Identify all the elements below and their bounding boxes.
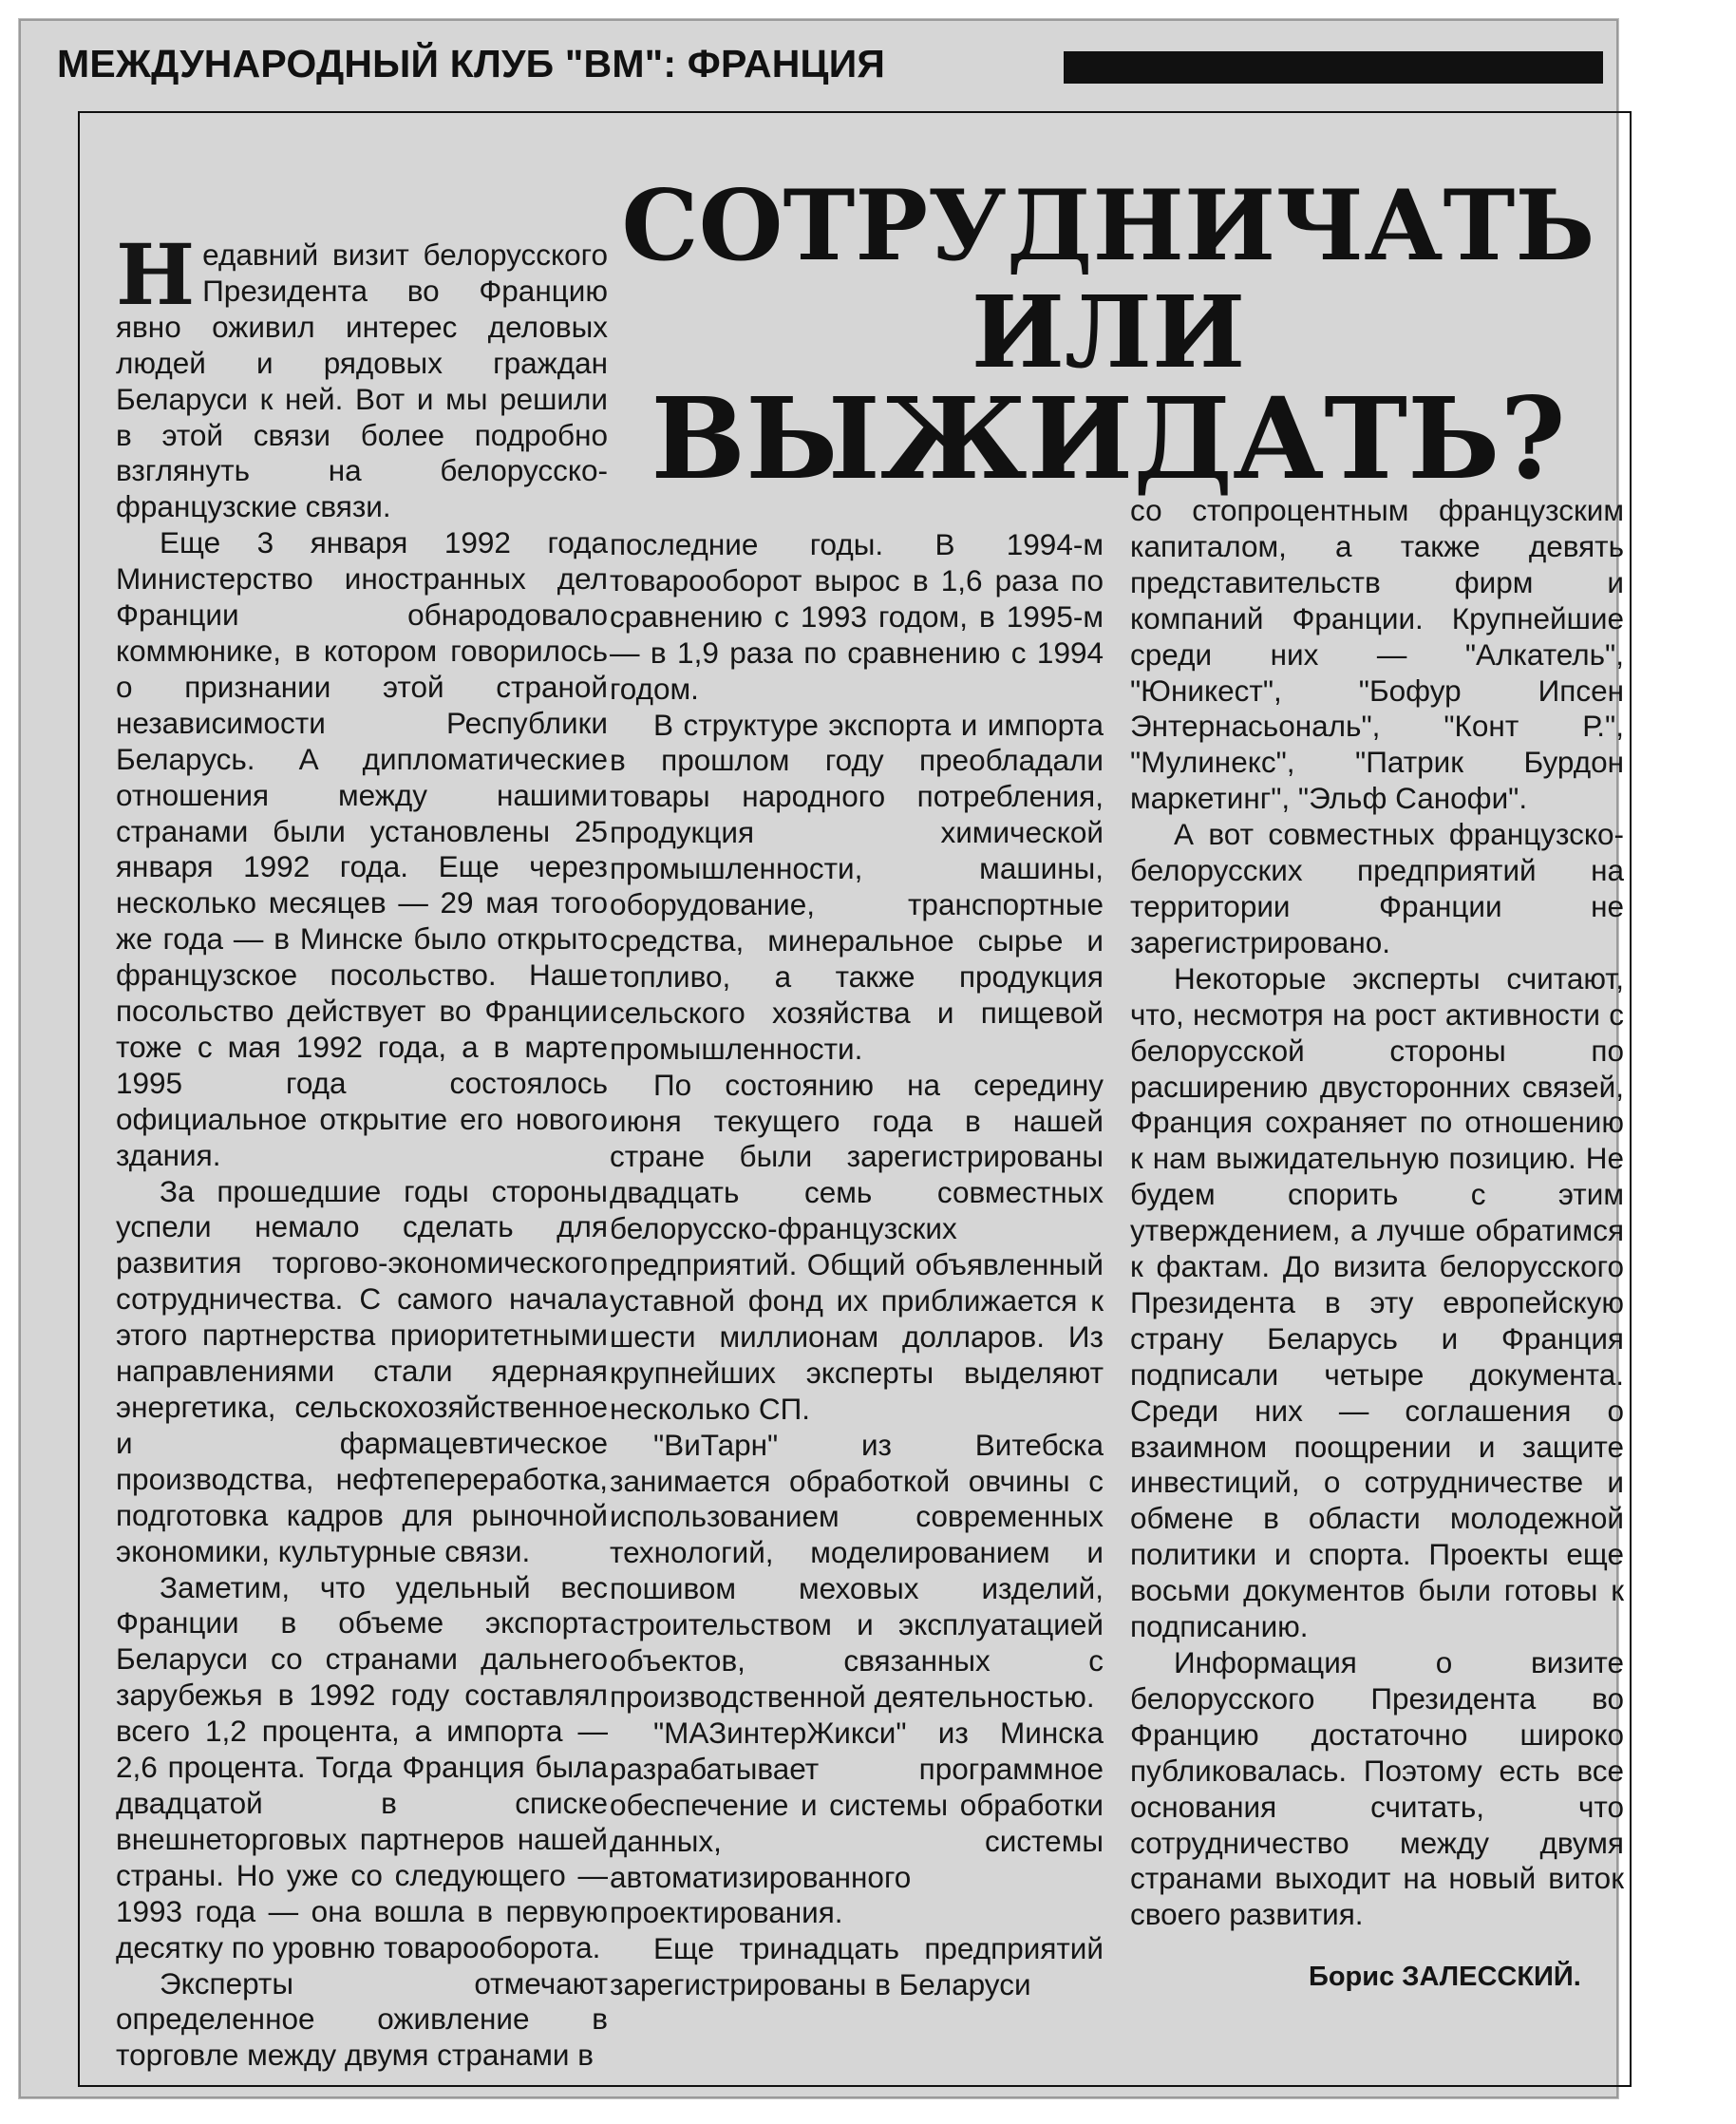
paragraph: Некоторые эксперты считают, что, несмотря на рост активности с белорусской стороны по расширению двусторонних связей, Франция сохраняет по отношению к нам выжидательную позицию. Не будем спорить с этим утверждением, а лучше обратимся к фактам. До визита белорусского Президента в эту европейскую страну Беларусь и Франция подписали четыре документа. Среди них — соглашения о взаимном поощрении и защите инвестиций, о сотрудничестве и обмене в области молодежной политики и спорта. Проекты еще восьми документов были готовы к подписанию. xyxy=(1130,960,1624,1644)
paragraph xyxy=(116,225,608,525)
newspaper-clipping xyxy=(19,19,1624,2098)
paragraph: "МАЗинтерЖикси" из Минска разрабатывает программное обеспечение и системы обработки данных, системы автоматизированного проектирования. xyxy=(610,1715,1104,1930)
rubric-title: МЕЖДУНАРОДНЫЙ КЛУБ "ВМ": ФРАНЦИЯ xyxy=(57,42,886,85)
headline-line-1: СОТРУДНИЧАТЬ xyxy=(621,169,1595,283)
drop-cap: Н xyxy=(116,225,196,324)
text-column-3 xyxy=(1130,493,1624,1933)
headline-line-3: ВЫЖИДАТЬ? xyxy=(651,372,1566,504)
paragraph-text: едавний визит белорусского Президента во Францию явно оживил интерес деловых людей и рядовых граждан Беларуси к ней. Вот и мы решили в этой связи более подробно взглянуть на белорусско-французские связи. xyxy=(116,237,608,524)
text-column-1 xyxy=(116,225,608,2074)
paragraph: В структуре экспорта и импорта в прошлом году преобладали товары народного потребления, продукция химической промышленности, машины, оборудование, транспортные средства, минеральное сырье и топливо, а также продукция сельского хозяйства и пищевой промышленности. xyxy=(610,707,1104,1066)
paragraph: Эксперты отмечают определенное оживление в торговле между двумя странами в xyxy=(116,1965,608,2073)
headline-line-2: ИЛИ xyxy=(971,274,1246,390)
paragraph: со стопроцентным французским капиталом, а также девять представительств фирм и компаний Франции. Крупнейшие среди них — "Алкатель", "Юникест", "Бофур Ипсен Энтернасьональ", "Конт Р.", "Мулинекс", "Патрик Бурдон маркетинг", "Эльф Санофи". xyxy=(1130,493,1624,816)
paragraph: "ВиТарн" из Витебска занимается обработкой овчины с использованием современных технологий, моделированием и пошивом меховых изделий, строительством и эксплуатацией объектов, связанных с производственной деятельностью. xyxy=(610,1427,1104,1714)
paragraph: По состоянию на середину июня текущего года в нашей стране были зарегистрированы двадцать семь совместных белорусско-французских предприятий. Общий объявленный уставной фонд их приближается к шести миллионам долларов. Из крупнейших эксперты выделяют несколько СП. xyxy=(610,1067,1104,1426)
paragraph: последние годы. В 1994-м товарооборот вырос в 1,6 раза по сравнению с 1993 годом, в 1995-м — в 1,9 раза по сравнению с 1994 годом. xyxy=(610,527,1104,706)
author-signature: Борис ЗАЛЕССКИЙ. xyxy=(1309,1962,1581,1992)
paragraph: Заметим, что удельный вес Франции в объеме экспорта Беларуси со странами дальнего зарубежья в 1992 году составлял всего 1,2 процента, а импорта — 2,6 процента. Тогда Франция была двадцатой в списке внешнеторговых партнеров нашей страны. Но уже со следующего — 1993 года — она вошла в первую десятку по уровню товарооборота. xyxy=(116,1569,608,1964)
article-headline xyxy=(600,169,1616,504)
paragraph: Еще 3 января 1992 года Министерство иностранных дел Франции обнародовало коммюнике, в котором говорилось о признании этой страной независимости Республики Беларусь. А дипломатические отношения между нашими странами были установлены 25 января 1992 года. Еще через несколько месяцев — 29 мая того же года — в Минске было открыто французское посольство. Наше посольство действует во Франции тоже с мая 1992 года, а в марте 1995 года состоялось официальное открытие его нового здания. xyxy=(116,525,608,1172)
rubric-header xyxy=(57,38,1616,95)
paragraph: За прошедшие годы стороны успели немало сделать для развития торгово-экономического сотрудничества. С самого начала этого партнерства приоритетными направлениями стали ядерная энергетика, сельскохозяйственное и фармацевтическое производства, нефтепереработка, подготовка кадров для рыночной экономики, культурные связи. xyxy=(116,1173,608,1568)
paragraph: Информация о визите белорусского Президента во Францию достаточно широко публиковалась. Поэтому есть все основания считать, что сотрудничество между двумя странами выходит на новый виток своего развития. xyxy=(1130,1645,1624,1932)
text-column-2 xyxy=(610,527,1104,2003)
paragraph: А вот совместных французско-белорусских предприятий на территории Франции не зарегистрировано. xyxy=(1130,817,1624,959)
rubric-black-bar xyxy=(1064,51,1603,84)
paragraph: Еще тринадцать предприятий зарегистрированы в Беларуси xyxy=(610,1931,1104,2002)
